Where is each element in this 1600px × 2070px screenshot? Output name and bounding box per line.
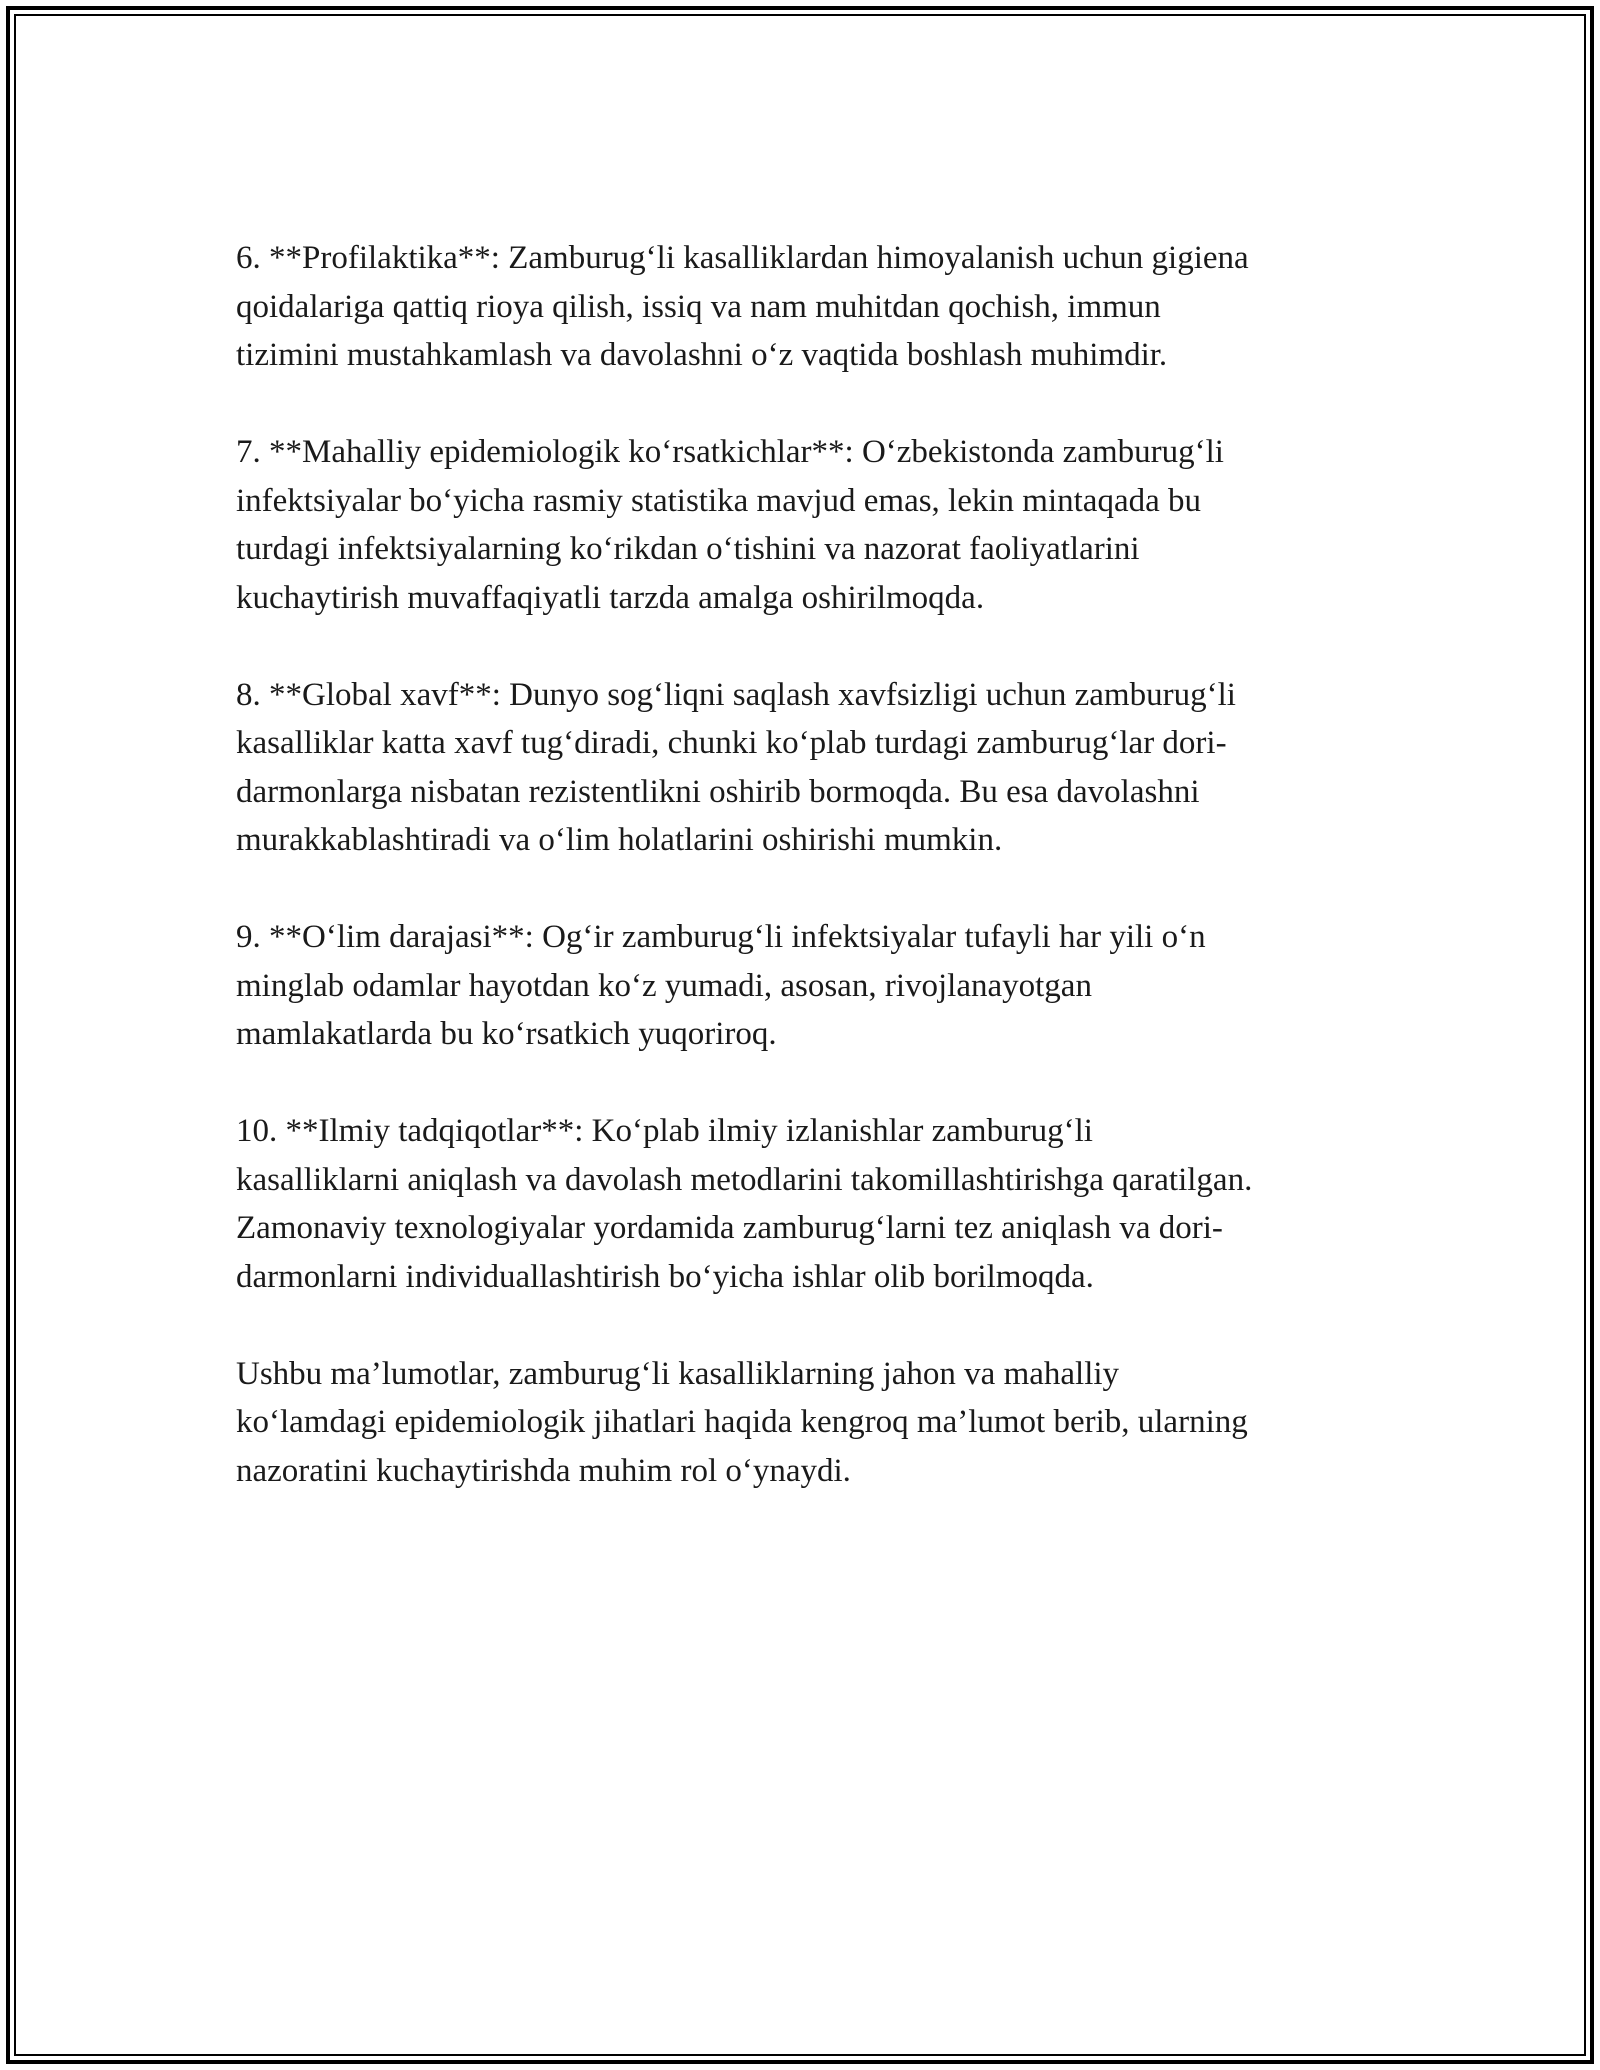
paragraph-profilaktika <box>236 234 1366 380</box>
text-line: kuchaytirish muvaffaqiyatli tarzda amalga oshirilmoqda. <box>236 579 985 616</box>
text-line: 10. **Ilmiy tadqiqotlar**: Ko‘plab ilmiy izlanishlar zamburug‘li <box>236 1113 1093 1149</box>
paragraph-mahalliy-epidemiologik <box>236 428 1366 622</box>
paragraph-olim-darajasi <box>236 913 1366 1059</box>
text-line: Ushbu ma’lumotlar, zamburug‘li kasalliklarning jahon va mahalliy <box>236 1355 1120 1392</box>
text-line: 7. **Mahalliy epidemiologik ko‘rsatkichlar**: O‘zbekistonda zamburug‘li <box>236 434 1224 470</box>
paragraph-ilmiy-tadqiqotlar <box>236 1107 1366 1301</box>
text-line: 8. **Global xavf**: Dunyo sog‘liqni saqlash xavfsizligi uchun zamburug‘li <box>236 676 1236 713</box>
text-line: kasalliklarni aniqlash va davolash metodlarini takomillashtirishga qaratilgan. <box>236 1161 1253 1198</box>
text-line: minglab odamlar hayotdan ko‘z yumadi, asosan, rivojlanayotgan <box>236 967 1092 1004</box>
text-line: turdagi infektsiyalarning ko‘rikdan o‘tishini va nazorat faoliyatlarini <box>236 531 1140 567</box>
text-line: 9. **O‘lim darajasi**: Og‘ir zamburug‘li infektsiyalar tufayli har yili o‘n <box>236 919 1206 955</box>
document-body <box>236 234 1366 1544</box>
text-line: darmonlarga nisbatan rezistentlikni oshirib bormoqda. Bu esa davolashni <box>236 773 1200 810</box>
text-line: darmonlarni individuallashtirish bo‘yicha ishlar olib borilmoqda. <box>236 1258 1094 1295</box>
text-line: kasalliklar katta xavf tug‘diradi, chunki ko‘plab turdagi zamburug‘lar dori- <box>236 725 1227 761</box>
paragraph-conclusion <box>236 1350 1366 1496</box>
text-line: Zamonaviy texnologiyalar yordamida zamburug‘larni tez aniqlash va dori- <box>236 1210 1223 1246</box>
text-line: ko‘lamdagi epidemiologik jihatlari haqida kengroq ma’lumot berib, ularning <box>236 1404 1248 1440</box>
text-line: infektsiyalar bo‘yicha rasmiy statistika mavjud emas, lekin mintaqada bu <box>236 482 1201 519</box>
text-line: murakkablashtiradi va o‘lim holatlarini oshirishi mumkin. <box>236 822 1003 858</box>
text-line: 6. **Profilaktika**: Zamburug‘li kasalliklardan himoyalanish uchun gigiena <box>236 240 1249 276</box>
text-line: nazoratini kuchaytirishda muhim rol o‘ynaydi. <box>236 1452 851 1489</box>
text-line: tizimini mustahkamlash va davolashni o‘z vaqtida boshlash muhimdir. <box>236 337 1168 373</box>
paragraph-global-xavf <box>236 671 1366 865</box>
text-line: mamlakatlarda bu ko‘rsatkich yuqoriroq. <box>236 1016 777 1052</box>
text-line: qoidalariga qattiq rioya qilish, issiq va nam muhitdan qochish, immun <box>236 288 1161 325</box>
